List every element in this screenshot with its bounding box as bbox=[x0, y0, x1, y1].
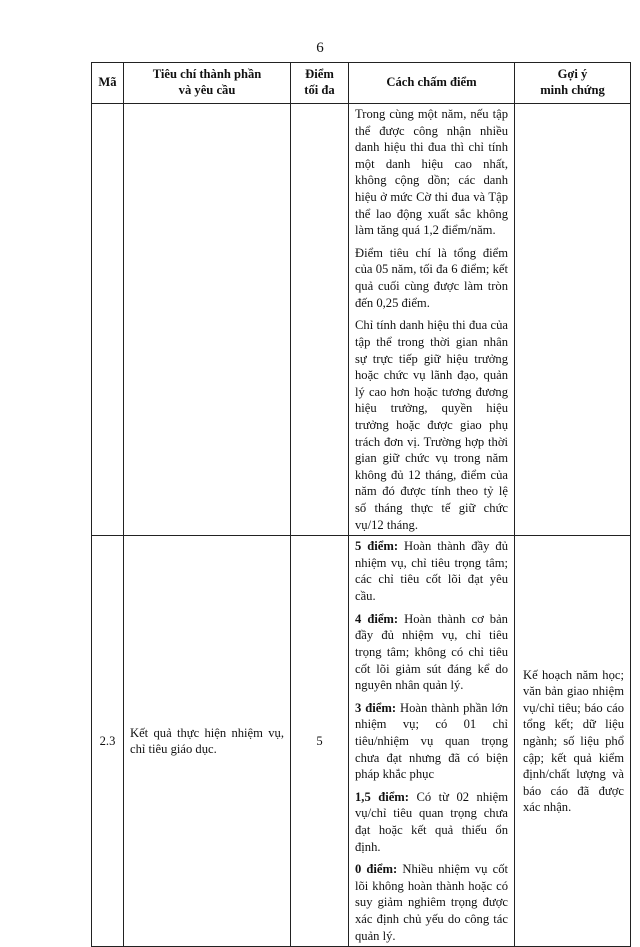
row-evidence-cell bbox=[515, 536, 631, 947]
score-level bbox=[355, 538, 508, 604]
row-criterion: Kết quả thực hiện nhiệm vụ, chỉ tiêu giáo dục. bbox=[130, 725, 284, 757]
score-level-text: Có từ 02 nhiệm vụ/chỉ tiêu quan trọng chưa đạt hoặc kết quả thiếu ổn định. bbox=[355, 789, 508, 854]
scoring-paragraph: Điểm tiêu chí là tổng điểm của 05 năm, tối đa 6 điểm; kết quả cuối cùng được làm tròn đến 0,25 điểm. bbox=[355, 245, 508, 310]
score-level bbox=[355, 611, 508, 694]
score-level-text: Nhiều nhiệm vụ cốt lõi không hoàn thành hoặc có suy giảm nghiêm trọng được xác định chủ yếu do công tác quản lý. bbox=[355, 862, 508, 943]
row-scoring-cell bbox=[349, 536, 515, 947]
score-level-label: 5 điểm: bbox=[355, 539, 399, 554]
table-row-continued bbox=[92, 104, 631, 536]
score-level bbox=[355, 861, 508, 944]
continued-code-cell bbox=[92, 104, 124, 536]
row-evidence: Kế hoạch năm học; văn bản giao nhiệm vụ/chỉ tiêu; báo cáo tổng kết; dữ liệu ngành; số liệu phổ cập; kết quả kiểm định/chất lượng và báo cáo đã được xác nhận. bbox=[523, 667, 624, 815]
header-criterion: Tiêu chí thành phần và yêu cầu bbox=[124, 63, 291, 104]
score-level-label: 1,5 điểm: bbox=[355, 789, 409, 804]
table-header-row bbox=[92, 63, 631, 104]
continued-evidence-cell bbox=[515, 104, 631, 536]
row-code-cell bbox=[92, 536, 124, 947]
continued-criterion-cell bbox=[124, 104, 291, 536]
score-level-text: Hoàn thành đầy đủ nhiệm vụ, chỉ tiêu trọng tâm; các chỉ tiêu cốt lõi đạt yêu cầu. bbox=[355, 539, 508, 604]
page-number: 6 bbox=[316, 40, 324, 56]
table-row-2-3 bbox=[92, 536, 631, 947]
scoring-paragraph: Trong cùng một năm, nếu tập thể được công nhận nhiều danh hiệu thi đua thì chỉ tính một danh hiệu cao nhất, không cộng dồn; các danh hiệu ở mức Cờ thi đua và Tập thể lao động xuất sắc không làm tăng quá 1,2 điểm/năm. bbox=[355, 107, 508, 238]
score-level-text: Hoàn thành cơ bản đầy đủ nhiệm vụ, chỉ tiêu trọng tâm; không có chỉ tiêu cốt lõi giảm sút đáng kể do nguyên nhân quản lý. bbox=[355, 611, 508, 693]
criteria-table bbox=[91, 62, 631, 947]
score-level-label: 4 điểm: bbox=[355, 611, 399, 626]
header-scoring: Cách chấm điểm bbox=[349, 63, 515, 104]
row-max-score: 5 bbox=[316, 733, 323, 748]
header-code: Mã bbox=[92, 63, 124, 104]
header-evidence: Gợi ý minh chứng bbox=[515, 63, 631, 104]
row-criterion-cell bbox=[124, 536, 291, 947]
score-level-text: Hoàn thành phần lớn nhiệm vụ; có 01 chỉ tiêu/nhiệm vụ quan trọng chưa đạt nhưng đã có biện pháp khắc phục bbox=[355, 700, 508, 782]
score-level bbox=[355, 700, 508, 783]
scoring-paragraph: Chỉ tính danh hiệu thi đua của tập thể trong thời gian nhân sự trực tiếp giữ hiệu trưởng hoặc chức vụ lãnh đạo, quản lý cao hơn hoặc tương đương hiệu trưởng, quyền hiệu trưởng hoặc được giao phụ trách đơn vị. Trường hợp thời gian giữ chức vụ trong năm không đủ 12 tháng, điểm của năm đó được tính theo tỷ lệ số tháng thực tế giữ chức vụ/12 tháng. bbox=[355, 318, 508, 532]
score-level-label: 3 điểm: bbox=[355, 700, 397, 715]
row-code: 2.3 bbox=[99, 733, 116, 748]
header-max-score: Điểm tối đa bbox=[291, 63, 349, 104]
continued-score-cell bbox=[291, 104, 349, 536]
score-level bbox=[355, 789, 508, 855]
row-max-score-cell bbox=[291, 536, 349, 947]
continued-scoring-cell bbox=[349, 104, 515, 536]
score-level-label: 0 điểm: bbox=[355, 862, 398, 877]
